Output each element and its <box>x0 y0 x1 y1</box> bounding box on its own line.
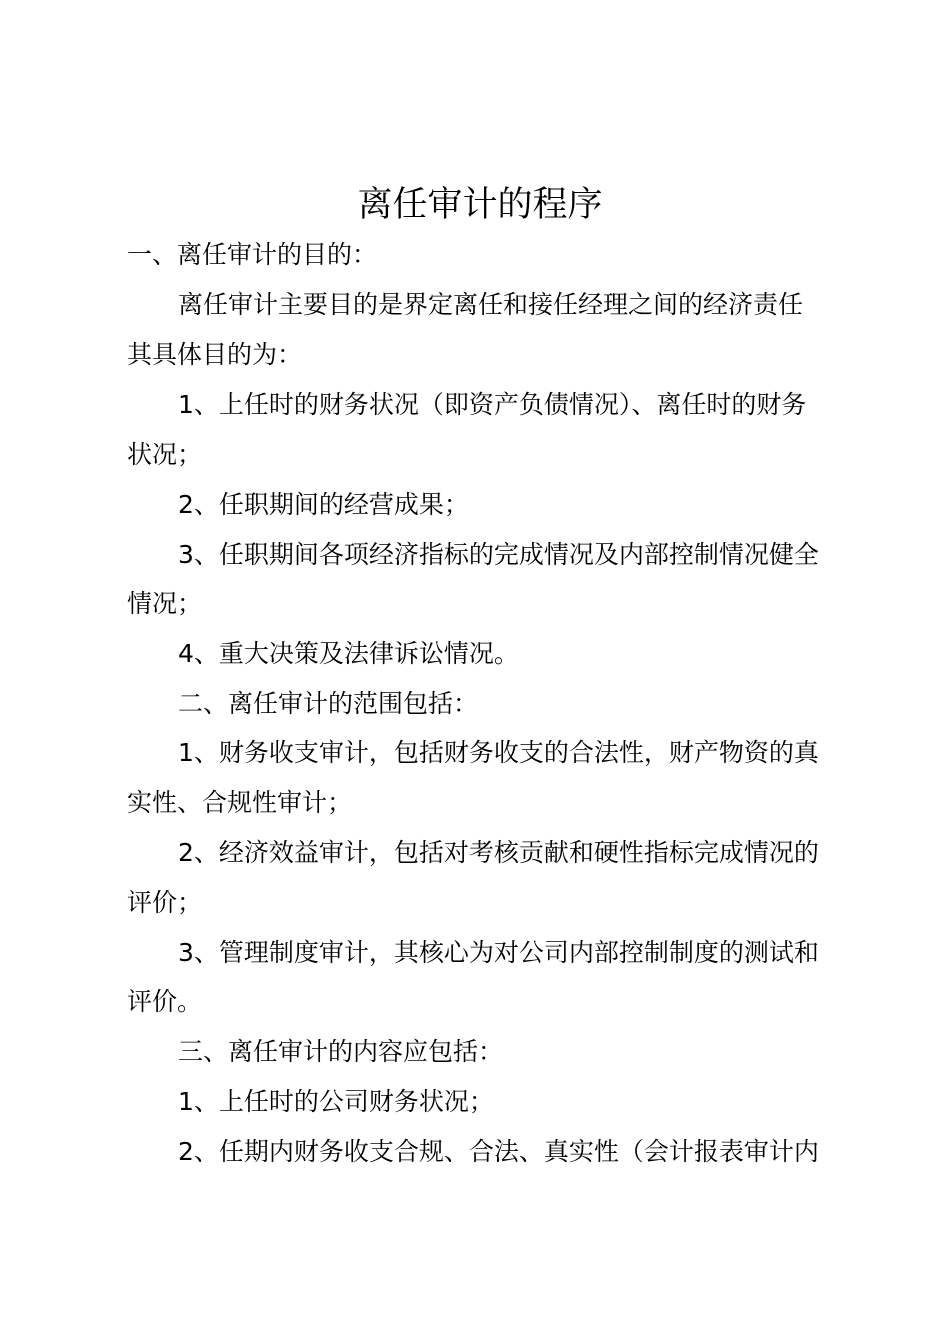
list-item-line: 评价； <box>127 888 203 917</box>
list-item-line: 1、财务收支审计，包括财务收支的合法性，财产物资的真 <box>178 738 819 767</box>
paragraph-line: 其具体目的为： <box>127 340 303 369</box>
section-heading-scope: 二、离任审计的范围包括： <box>178 689 479 718</box>
list-item-line: 3、任职期间各项经济指标的完成情况及内部控制情况健全 <box>178 540 819 569</box>
list-item-line: 实性、合规性审计； <box>127 788 353 817</box>
section-heading-purpose: 一、离任审计的目的： <box>127 240 378 269</box>
paragraph-line: 离任审计主要目的是界定离任和接任经理之间的经济责任 <box>178 290 804 319</box>
list-item-line: 2、任期内财务收支合规、合法、真实性（会计报表审计内 <box>178 1137 819 1166</box>
list-item-line: 1、上任时的财务状况（即资产负债情况）、离任时的财务 <box>178 390 807 419</box>
document-title: 离任审计的程序 <box>357 185 603 225</box>
list-item-line: 3、管理制度审计，其核心为对公司内部控制制度的测试和 <box>178 938 819 967</box>
list-item-line: 评价。 <box>127 987 203 1016</box>
list-item-line: 状况； <box>127 440 203 469</box>
list-item-line: 1、上任时的公司财务状况； <box>178 1087 494 1116</box>
list-item-line: 4、重大决策及法律诉讼情况。 <box>178 639 519 668</box>
list-item-line: 情况； <box>127 589 203 618</box>
section-heading-content: 三、离任审计的内容应包括： <box>178 1037 504 1066</box>
list-item-line: 2、任职期间的经营成果； <box>178 490 469 519</box>
list-item-line: 2、经济效益审计，包括对考核贡献和硬性指标完成情况的 <box>178 838 819 867</box>
